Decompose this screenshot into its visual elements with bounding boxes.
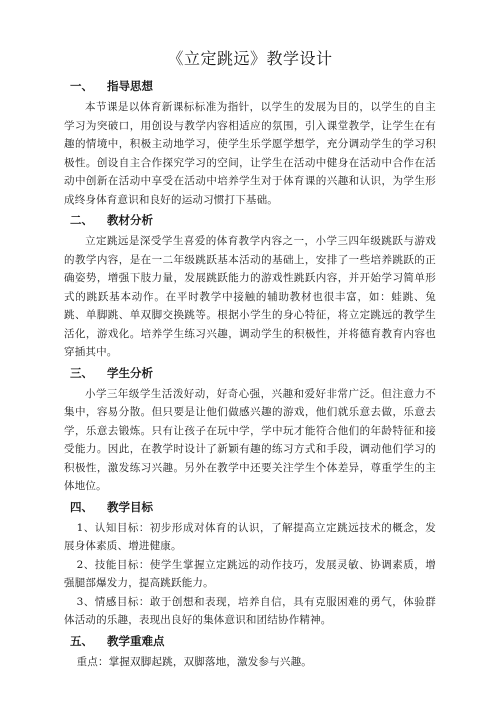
paragraph: 本节课是以体育新课标标准为指针，以学生的发展为目的，以学生的自主学习为突破口，用创设与教学内容相适应的氛围，引入课堂教学，让学生在有趣的情境中，积极主动地学习，使学生乐学愿学想学，充分调动学生的学习积极性。创设自主合作探究学习的空间，让学生在活动中健身在活动中合作在活动中创新在活动中享受在活动中培养学生对于体育课的兴趣和认识，为学生形成终身体育意识和良好的运动习惯打下基础。 [64,101,436,206]
section-key-points [64,632,436,672]
goal-item-emotion: 3、情感目标：敢于创想和表现，培养自信，具有克服困难的勇气，体验群体活动的乐趣，表现出良好的集体意识和团结协作精神。 [64,595,436,626]
section-number: 四、 [70,499,93,514]
section-title: 学生分析 [107,365,153,380]
key-point: 重点：掌握双脚起跳，双脚落地，激发参与兴趣。 [76,655,312,668]
section-material-analysis [64,211,436,362]
paragraph: 立定跳远是深受学生喜爱的体育教学内容之一，小学三四年级跳跃与游戏的教学内容，是在一二年级跳跃基本活动的基础上，安排了一些培养跳跃的正确姿势，增强下肢力量，发展跳跃能力的游戏性跳跃内容，并开始学习简单形式的跳跃基本动作。在平时教学中接触的辅助教材也很丰富，如：蛙跳、兔跳、单脚跳、单双脚交换跳等。根据小学生的身心特征，将立定跳远的教学生活化，游戏化。培养学生练习兴趣，调动学生的积极性，并将德育教育内容也穿插其中。 [64,235,436,358]
section-title: 指导思想 [107,79,153,93]
section-title: 教学重难点 [107,633,165,648]
section-title: 教材分析 [107,213,153,227]
section-student-analysis [64,364,436,496]
section-number: 三、 [70,365,93,380]
paragraph: 小学三年级学生活泼好动，好奇心强，兴趣和爱好非常广泛。但注意力不集中，容易分散。但只要是让他们做感兴趣的游戏，他们就乐意去做，乐意去学，乐意去锻炼。只有让孩子在玩中学，学中玩才能符合他们的年龄特征和接受能力。因此，在教学时设计了新颖有趣的练习方式和手段，调动他们学习的积极性，激发练习兴趣。另外在教学中还要关注学生个体差异，尊重学生的主体地位。 [64,387,436,492]
section-teaching-goals [64,498,436,630]
section-heading [70,211,436,229]
goal-item-cognitive: 1、认知目标：初步形成对体育的认识，了解提高立定跳远技术的概念，发展身体素质、增进健康。 [64,521,436,552]
section-number: 二、 [70,213,93,227]
section-guiding-thought [64,77,436,209]
section-title: 教学目标 [107,499,153,514]
goal-item-skill: 2、技能目标：使学生掌握立定跳远的动作技巧，发展灵敏、协调素质，增强腿部爆发力，提高跳跃能力。 [64,558,436,589]
section-heading [70,498,436,516]
section-heading [70,77,436,95]
section-number: 五、 [70,633,93,648]
section-heading [70,632,436,650]
section-number: 一、 [70,79,93,93]
page-title: 《立定跳远》教学设计 [167,49,333,68]
section-heading [70,364,436,382]
